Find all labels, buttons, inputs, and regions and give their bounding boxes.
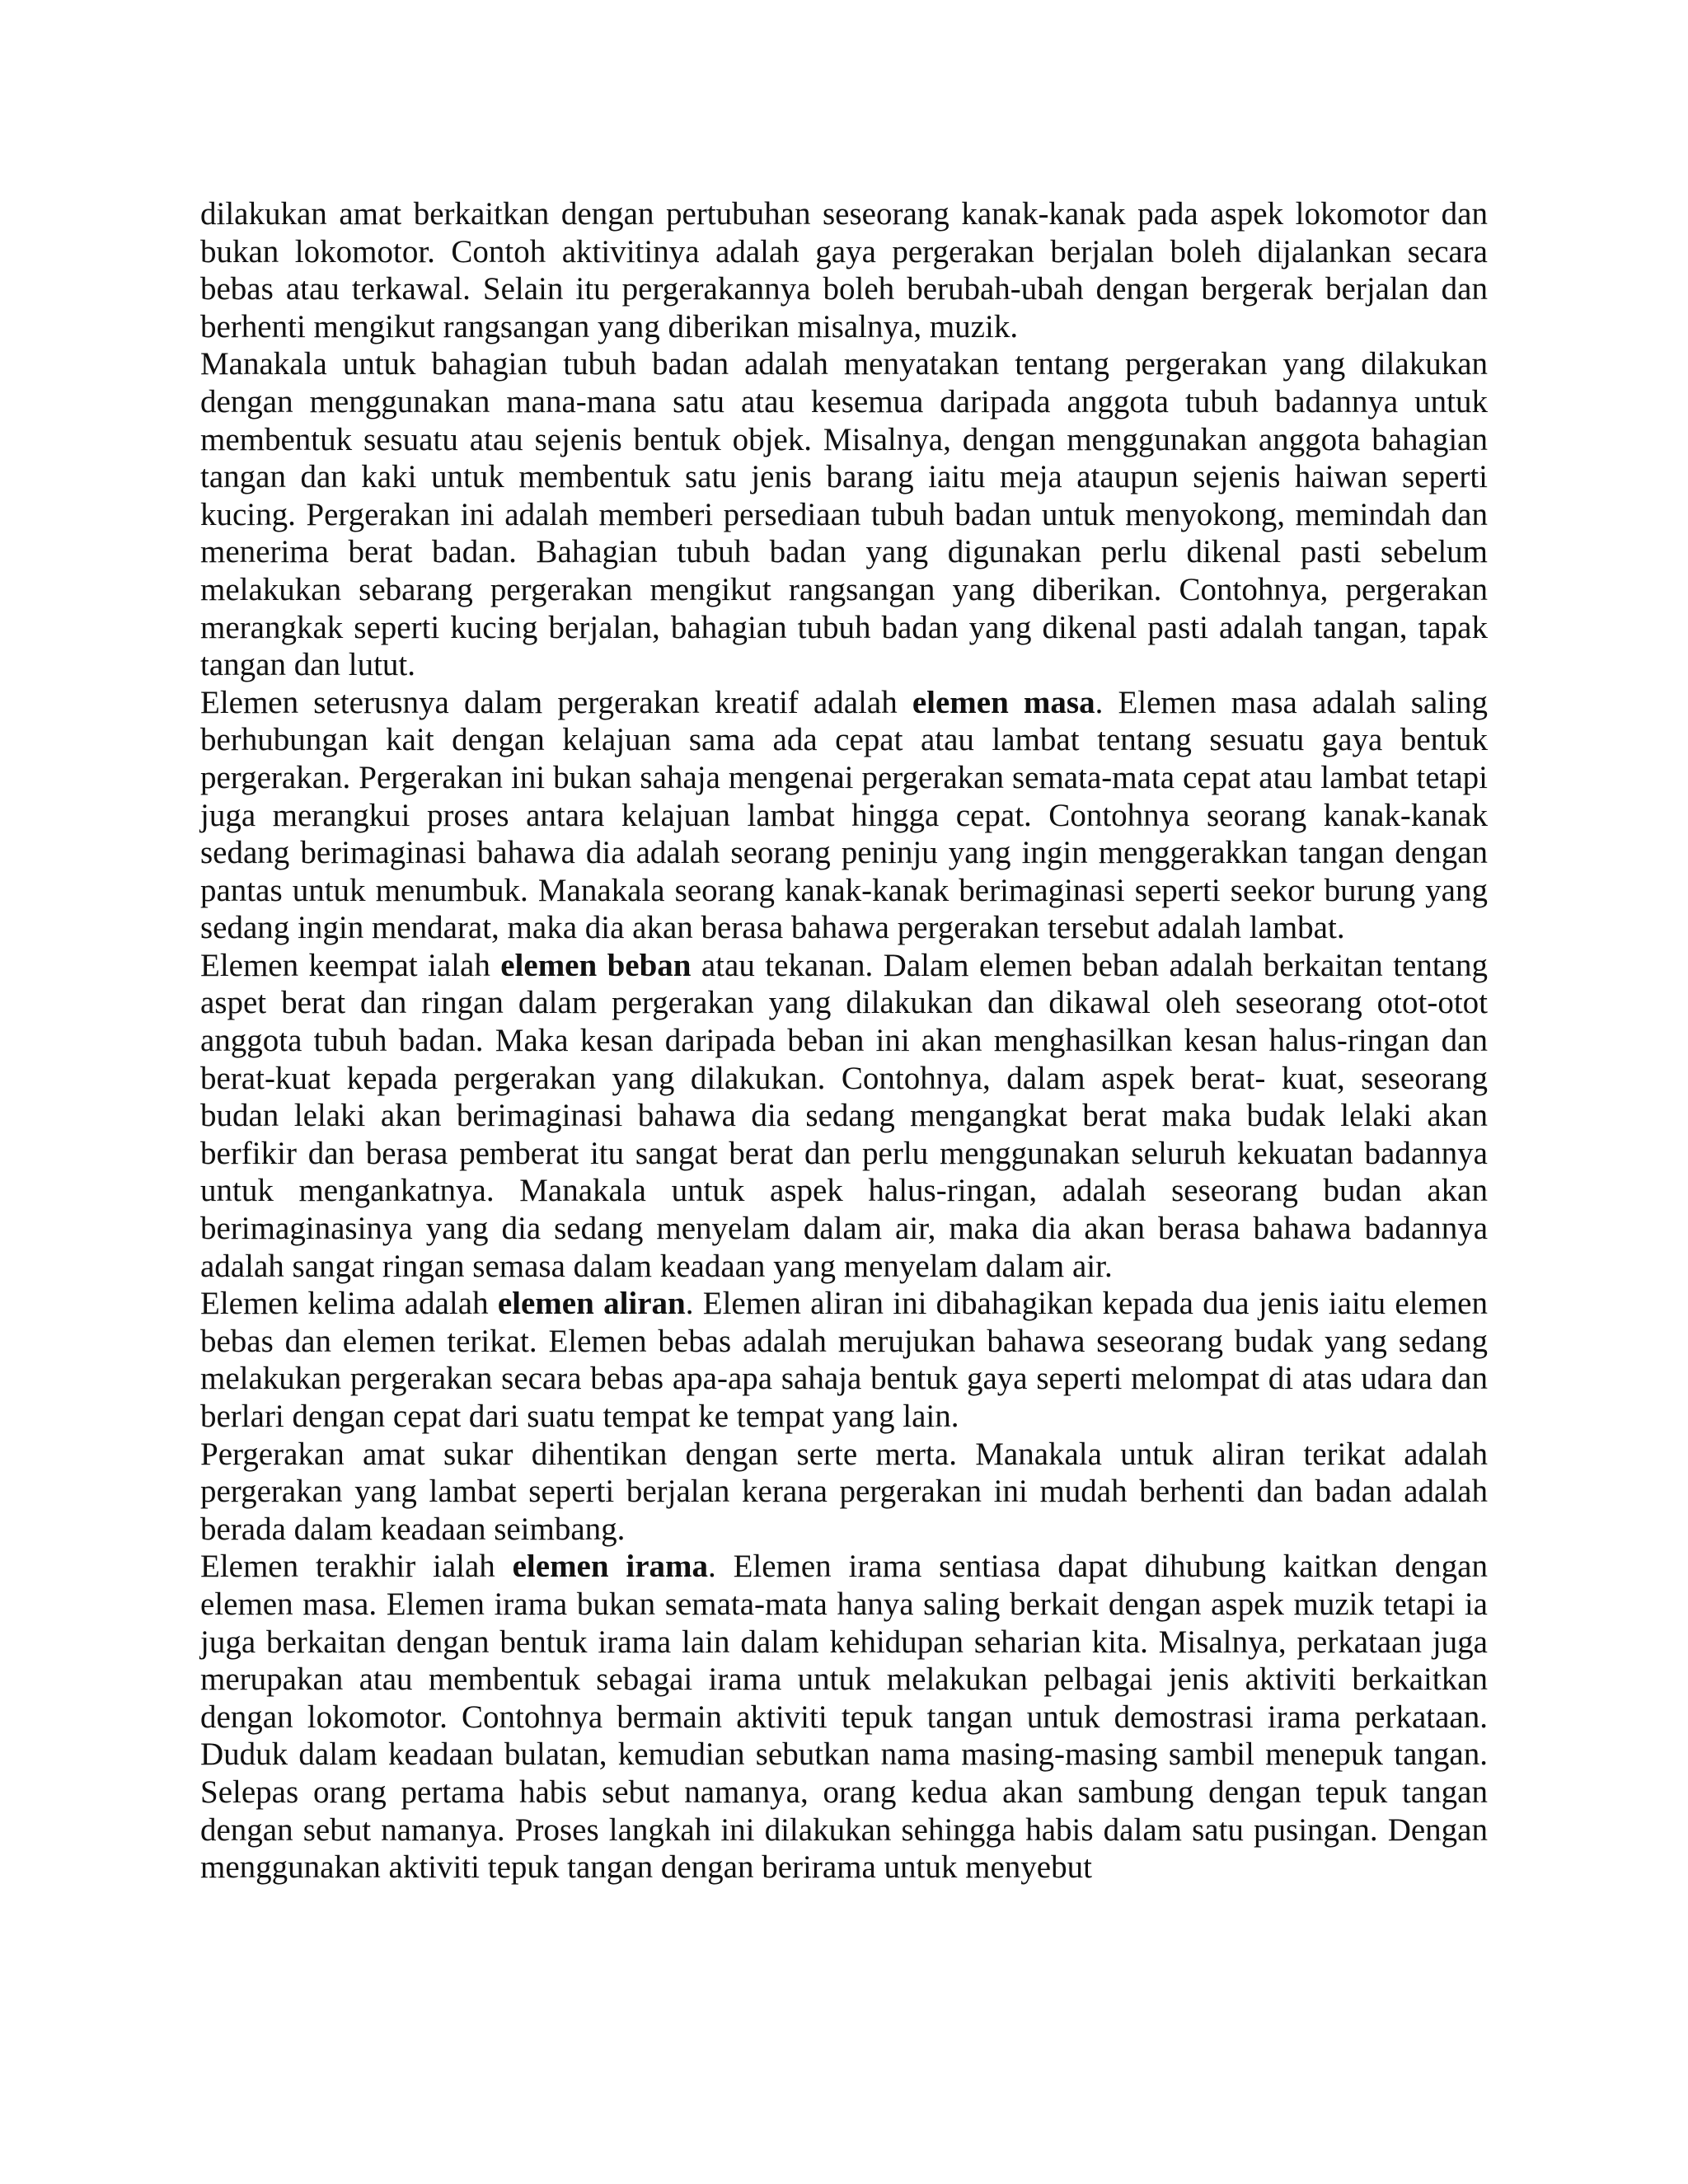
paragraph-time-element	[200, 684, 1488, 947]
paragraph-text: Elemen kelima adalah	[200, 1286, 498, 1322]
paragraph-flow-element	[200, 1285, 1488, 1435]
paragraph-text: Elemen seterusnya dalam pergerakan kreatif adalah	[200, 684, 912, 720]
paragraph-rhythm-element	[200, 1548, 1488, 1886]
paragraph-text: Elemen keempat ialah	[200, 947, 501, 983]
paragraph-text: . Elemen aliran ini dibahagikan kepada dua jenis iaitu elemen bebas dan elemen terikat. Elemen bebas adalah merujukan bahawa seseorang budak yang sedang melakukan pergerakan secara bebas apa-apa sahaja bentuk gaya seperti melompat di atas udara dan berlari dengan cepat dari suatu tempat ke tempat yang lain.	[200, 1286, 1488, 1434]
paragraph-bound-flow: Pergerakan amat sukar dihentikan dengan serte merta. Manakala untuk aliran terikat adalah pergerakan yang lambat seperti berjalan kerana pergerakan ini mudah berhenti dan badan adalah berada dalam keadaan seimbang.	[200, 1436, 1488, 1547]
bold-term: elemen irama	[512, 1549, 708, 1585]
paragraph-body-parts: Manakala untuk bahagian tubuh badan adalah menyatakan tentang pergerakan yang dilakukan dengan menggunakan mana-mana satu atau kesemua daripada anggota tubuh badannya untuk membentuk sesuatu atau sejenis bentuk objek. Misalnya, dengan menggunakan anggota bahagian tangan dan kaki untuk membentuk satu jenis barang iaitu meja ataupun sejenis haiwan seperti kucing. Pergerakan ini adalah memberi persediaan tubuh badan untuk menyokong, memindah dan menerima berat badan. Bahagian tubuh badan yang digunakan perlu dikenal pasti sebelum melakukan sebarang pergerakan mengikut rangsangan yang diberikan. Contohnya, pergerakan merangkak seperti kucing berjalan, bahagian tubuh badan yang dikenal pasti adalah tangan, tapak tangan dan lutut.	[200, 346, 1488, 683]
paragraph-text: Elemen terakhir ialah	[200, 1549, 513, 1585]
paragraph-weight-element	[200, 947, 1488, 1285]
paragraph-text: . Elemen irama sentiasa dapat dihubung kaitkan dengan elemen masa. Elemen irama bukan semata-mata hanya saling berkait dengan aspek muzik tetapi ia juga berkaitan dengan bentuk irama lain dalam kehidupan seharian kita. Misalnya, perkataan juga merupakan atau membentuk sebagai irama untuk melakukan pelbagai jenis aktiviti berkaitkan dengan lokomotor. Contohnya bermain aktiviti tepuk tangan untuk demostrasi irama perkataan. Duduk dalam keadaan bulatan, kemudian sebutkan nama masing-masing sambil menepuk tangan. Selepas orang pertama habis sebut namanya, orang kedua akan sambung dengan tepuk tangan dengan sebut namanya. Proses langkah ini dilakukan sehingga habis dalam satu pusingan. Dengan menggunakan aktiviti tepuk tangan dengan berirama untuk menyebut	[200, 1549, 1488, 1886]
document-page	[200, 195, 1488, 1886]
paragraph-text: atau tekanan. Dalam elemen beban adalah berkaitan tentang aspet berat dan ringan dalam pergerakan yang dilakukan dan dikawal oleh seseorang otot-otot anggota tubuh badan. Maka kesan daripada beban ini akan menghasilkan kesan halus-ringan dan berat-kuat kepada pergerakan yang dilakukan. Contohnya, dalam aspek berat- kuat, seseorang budan lelaki akan berimaginasi bahawa dia sedang mengangkat berat maka budak lelaki akan berfikir dan berasa pemberat itu sangat berat dan perlu menggunakan seluruh kekuatan badannya untuk mengankatnya. Manakala untuk aspek halus-ringan, adalah seseorang budan akan berimaginasinya yang dia sedang menyelam dalam air, maka dia akan berasa bahawa badannya adalah sangat ringan semasa dalam keadaan yang menyelam dalam air.	[200, 947, 1489, 1284]
paragraph-locomotor: dilakukan amat berkaitkan dengan pertubuhan seseorang kanak-kanak pada aspek lokomotor dan bukan lokomotor. Contoh aktivitinya adalah gaya pergerakan berjalan boleh dijalankan secara bebas atau terkawal. Selain itu pergerakannya boleh berubah-ubah dengan bergerak berjalan dan berhenti mengikut rangsangan yang diberikan misalnya, muzik.	[200, 196, 1488, 344]
paragraph-text: . Elemen masa adalah saling berhubungan kait dengan kelajuan sama ada cepat atau lambat tentang sesuatu gaya bentuk pergerakan. Pergerakan ini bukan sahaja mengenai pergerakan semata-mata cepat atau lambat tetapi juga merangkui proses antara kelajuan lambat hingga cepat. Contohnya seorang kanak-kanak sedang berimaginasi bahawa dia adalah seorang peninju yang ingin menggerakkan tangan dengan pantas untuk menumbuk. Manakala seorang kanak-kanak berimaginasi seperti seekor burung yang sedang ingin mendarat, maka dia akan berasa bahawa pergerakan tersebut adalah lambat.	[200, 684, 1489, 946]
bold-term: elemen aliran	[497, 1286, 686, 1322]
bold-term: elemen masa	[912, 684, 1095, 720]
bold-term: elemen beban	[500, 947, 692, 983]
